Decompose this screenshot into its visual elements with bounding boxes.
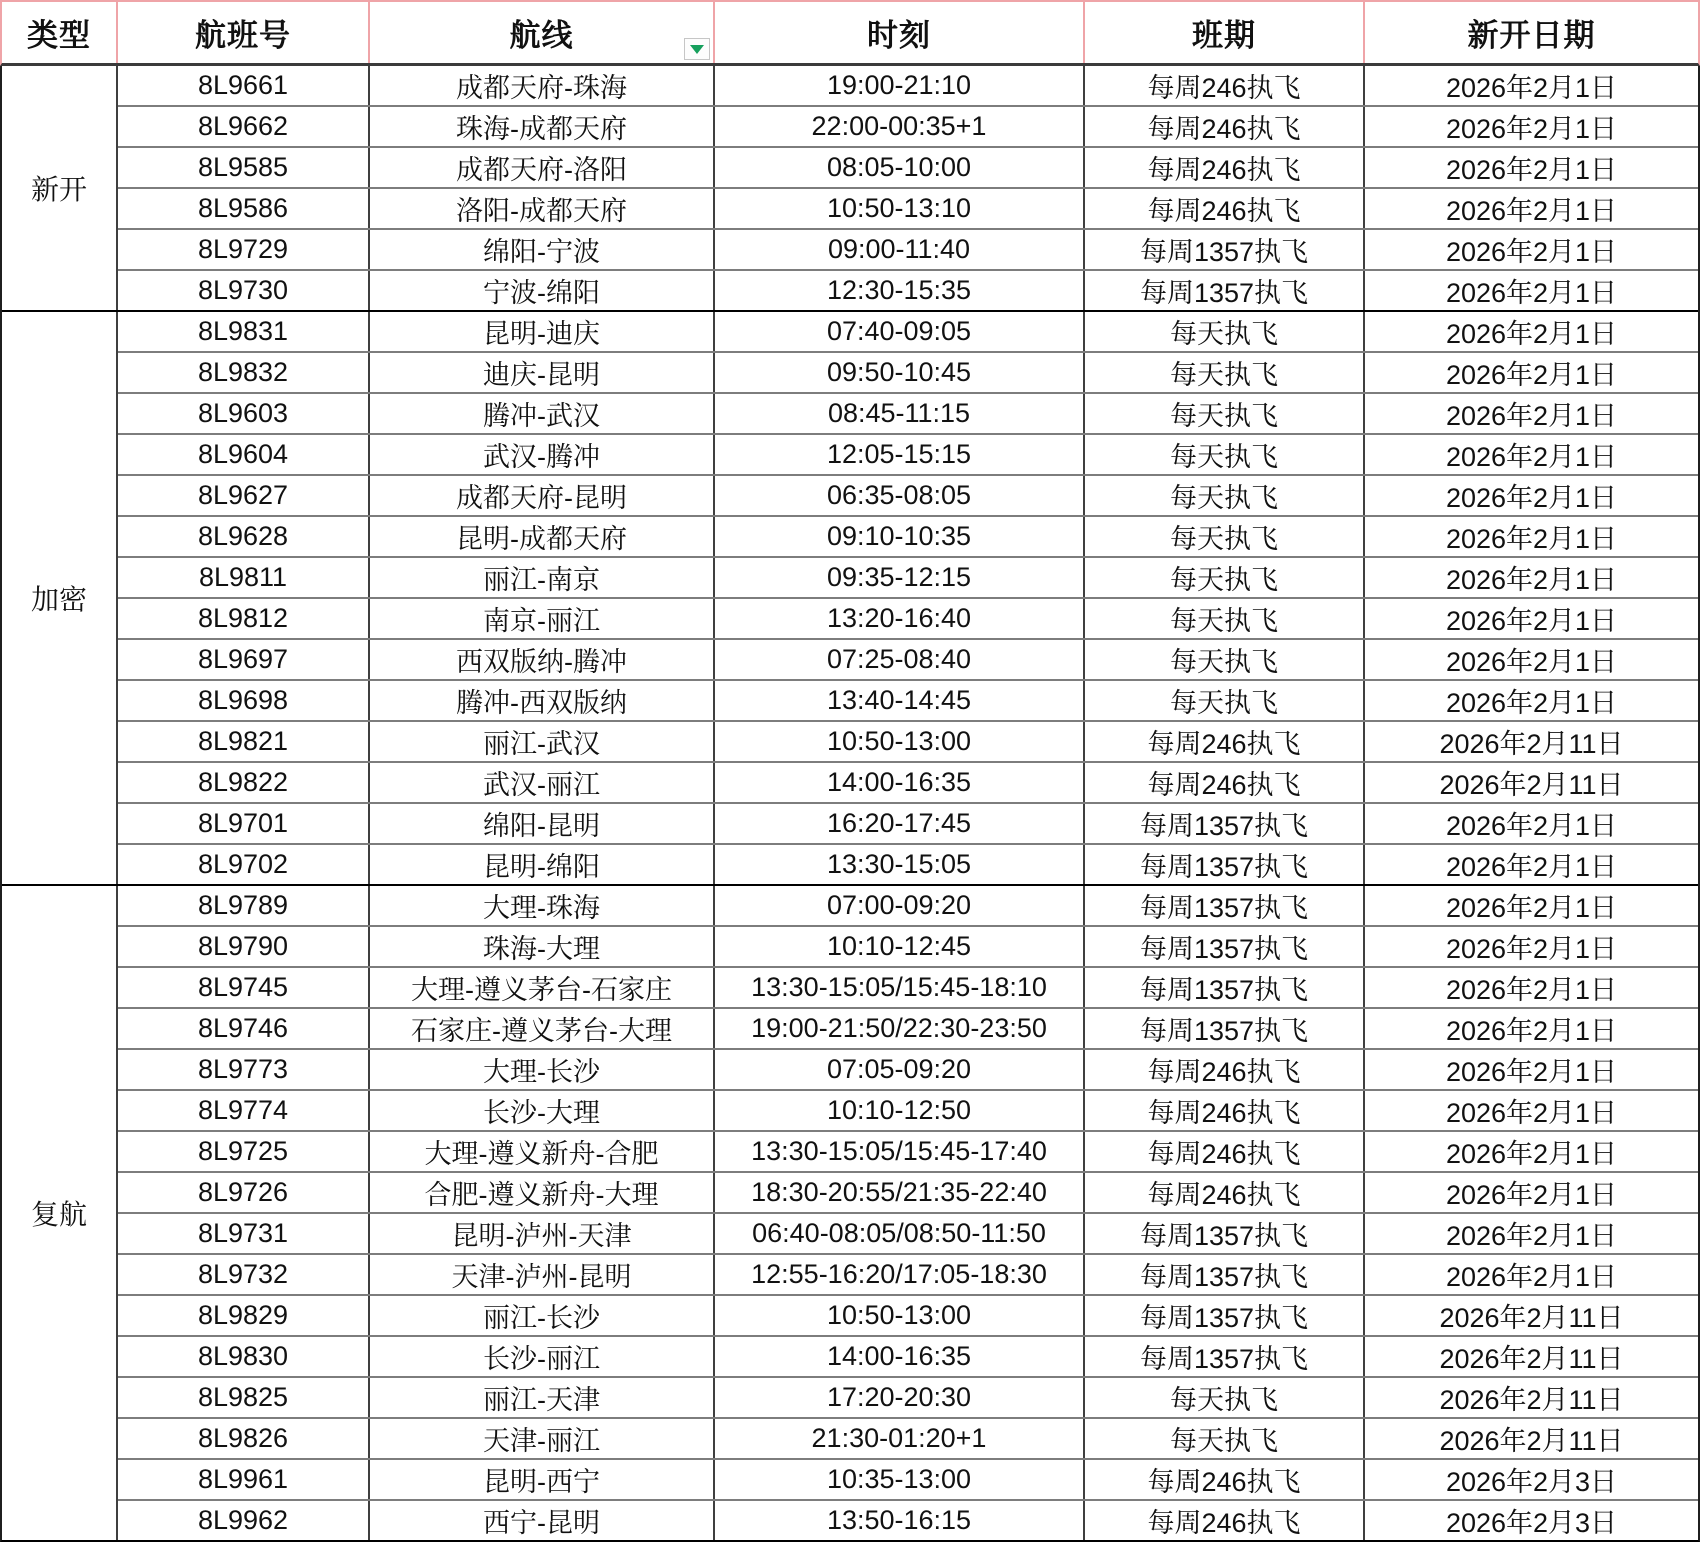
table-row [118,640,1698,681]
schedule-cell[interactable]: 每周246执飞 [1085,107,1365,146]
schedule-cell[interactable]: 每天执飞 [1085,312,1365,351]
table-row [118,1378,1698,1419]
schedule-cell[interactable]: 每周246执飞 [1085,1460,1365,1499]
group-rows [118,886,1698,1540]
schedule-cell[interactable]: 每周246执飞 [1085,763,1365,802]
schedule-cell[interactable]: 每周1357执飞 [1085,1296,1365,1335]
time-cell[interactable]: 12:05-15:15 [715,435,1085,474]
schedule-cell[interactable]: 每周1357执飞 [1085,271,1365,310]
table-row [118,517,1698,558]
new-date-cell[interactable]: 2026年2月11日 [1439,770,1624,800]
schedule-cell[interactable]: 每周1357执飞 [1085,230,1365,269]
time-cell[interactable]: 10:35-13:00 [715,1460,1085,1499]
flight-number-cell[interactable]: 8L9832 [118,353,370,392]
route-cell[interactable]: 长沙-丽江 [370,1337,715,1376]
header-cell-route[interactable] [370,2,715,63]
table-row [118,927,1698,968]
flight-number-cell[interactable]: 8L9811 [118,558,370,597]
route-cell[interactable]: 丽江-天津 [370,1378,715,1417]
route-cell[interactable]: 丽江-长沙 [370,1296,715,1335]
schedule-cell[interactable]: 每周1357执飞 [1085,886,1365,925]
new-date-cell[interactable]: 2026年2月1日 [1445,647,1618,677]
schedule-cell[interactable]: 每周246执飞 [1085,1501,1365,1540]
flight-number-cell[interactable]: 8L9698 [118,681,370,720]
new-date-cell[interactable]: 2026年2月1日 [1445,1180,1618,1210]
time-cell[interactable]: 09:50-10:45 [715,353,1085,392]
time-cell[interactable]: 09:00-11:40 [715,230,1085,269]
table-row [118,1132,1698,1173]
table-row [118,722,1698,763]
schedule-cell[interactable]: 每天执飞 [1085,353,1365,392]
flight-number-cell[interactable]: 8L9962 [118,1501,370,1540]
table-row [118,1009,1698,1050]
table-row [118,1337,1698,1378]
table-row [118,1214,1698,1255]
table-row [118,312,1698,353]
flight-number-cell[interactable]: 8L9725 [118,1132,370,1171]
table-row [118,886,1698,927]
table-row [118,66,1698,107]
flight-number-cell[interactable]: 8L9730 [118,271,370,310]
header-cell-time[interactable]: 时刻 [715,2,1085,63]
route-cell[interactable]: 绵阳-昆明 [370,804,715,843]
time-cell[interactable]: 18:30-20:55/21:35-22:40 [715,1173,1085,1212]
group-rows [118,66,1698,310]
new-date-cell[interactable]: 2026年2月1日 [1445,934,1618,964]
route-cell[interactable]: 南京-丽江 [370,599,715,638]
new-date-cell[interactable]: 2026年2月1日 [1445,360,1618,390]
new-date-cell[interactable]: 2026年2月1日 [1445,975,1618,1005]
route-cell[interactable]: 成都天府-洛阳 [370,148,715,187]
flight-number-cell[interactable]: 8L9628 [118,517,370,556]
route-cell[interactable]: 大理-遵义茅台-石家庄 [370,968,715,1007]
time-cell[interactable]: 07:00-09:20 [715,886,1085,925]
flight-number-cell[interactable]: 8L9830 [118,1337,370,1376]
type-group-cell[interactable]: 新开 [2,66,118,310]
route-cell[interactable]: 武汉-丽江 [370,763,715,802]
flight-number-cell[interactable]: 8L9831 [118,312,370,351]
flight-number-cell[interactable]: 8L9702 [118,845,370,884]
table-row [118,1296,1698,1337]
table-row [118,189,1698,230]
header-cell-schedule[interactable]: 班期 [1085,2,1365,63]
time-cell[interactable]: 07:40-09:05 [715,312,1085,351]
header-cell-new-date[interactable]: 新开日期 [1467,18,1596,53]
route-cell[interactable]: 珠海-大理 [370,927,715,966]
time-cell[interactable]: 10:50-13:00 [715,722,1085,761]
table-row [118,394,1698,435]
flight-number-cell[interactable]: 8L9790 [118,927,370,966]
schedule-cell[interactable]: 每天执飞 [1085,599,1365,638]
new-date-cell[interactable]: 2026年2月11日 [1439,1344,1624,1374]
table-row [118,435,1698,476]
table-header-row [0,0,1700,66]
route-cell[interactable]: 昆明-迪庆 [370,312,715,351]
route-cell[interactable]: 大理-遵义新舟-合肥 [370,1132,715,1171]
schedule-cell[interactable]: 每周246执飞 [1085,1173,1365,1212]
new-date-cell[interactable]: 2026年2月3日 [1445,1467,1618,1497]
time-cell[interactable]: 14:00-16:35 [715,1337,1085,1376]
flight-number-cell[interactable]: 8L9585 [118,148,370,187]
flight-number-cell[interactable]: 8L9789 [118,886,370,925]
flight-number-cell[interactable]: 8L9731 [118,1214,370,1253]
flight-number-cell[interactable]: 8L9729 [118,230,370,269]
flight-number-cell[interactable]: 8L9745 [118,968,370,1007]
new-date-cell[interactable]: 2026年2月1日 [1445,688,1618,718]
schedule-cell[interactable]: 每周246执飞 [1085,66,1365,105]
new-date-cell[interactable]: 2026年2月1日 [1445,155,1618,185]
table-row [118,968,1698,1009]
new-date-cell[interactable]: 2026年2月1日 [1445,237,1618,267]
new-date-cell[interactable]: 2026年2月1日 [1445,114,1618,144]
schedule-cell[interactable]: 每天执飞 [1085,394,1365,433]
schedule-cell[interactable]: 每天执飞 [1085,435,1365,474]
route-cell[interactable]: 腾冲-武汉 [370,394,715,433]
schedule-cell[interactable]: 每周1357执飞 [1085,1337,1365,1376]
new-date-cell[interactable]: 2026年2月3日 [1445,1508,1618,1538]
time-cell[interactable]: 12:55-16:20/17:05-18:30 [715,1255,1085,1294]
schedule-cell[interactable]: 每天执飞 [1085,476,1365,515]
flight-number-cell[interactable]: 8L9662 [118,107,370,146]
route-cell[interactable]: 西双版纳-腾冲 [370,640,715,679]
flight-number-cell[interactable]: 8L9812 [118,599,370,638]
route-cell[interactable]: 合肥-遵义新舟-大理 [370,1173,715,1212]
new-date-cell[interactable]: 2026年2月11日 [1439,1426,1624,1456]
time-cell[interactable]: 09:10-10:35 [715,517,1085,556]
time-cell[interactable]: 13:30-15:05 [715,845,1085,884]
time-cell[interactable]: 21:30-01:20+1 [715,1419,1085,1458]
time-cell[interactable]: 06:40-08:05/08:50-11:50 [715,1214,1085,1253]
new-date-cell[interactable]: 2026年2月11日 [1439,1303,1624,1333]
table-row [118,271,1698,310]
schedule-cell[interactable]: 每周1357执飞 [1085,927,1365,966]
route-cell[interactable]: 丽江-武汉 [370,722,715,761]
table-row [118,558,1698,599]
schedule-cell[interactable]: 每周1357执飞 [1085,1255,1365,1294]
new-date-cell[interactable]: 2026年2月1日 [1445,442,1618,472]
flight-number-cell[interactable]: 8L9701 [118,804,370,843]
flight-number-cell[interactable]: 8L9825 [118,1378,370,1417]
flight-number-cell[interactable]: 8L9961 [118,1460,370,1499]
new-date-cell[interactable]: 2026年2月1日 [1445,893,1618,923]
time-cell[interactable]: 09:35-12:15 [715,558,1085,597]
table-row [118,804,1698,845]
filter-arrow-icon [690,45,704,54]
time-cell[interactable]: 10:10-12:45 [715,927,1085,966]
flight-number-cell[interactable]: 8L9661 [118,66,370,105]
type-group-cell[interactable]: 加密 [2,312,118,884]
route-cell[interactable]: 昆明-西宁 [370,1460,715,1499]
flight-number-cell[interactable]: 8L9746 [118,1009,370,1048]
time-cell[interactable]: 06:35-08:05 [715,476,1085,515]
route-cell[interactable]: 腾冲-西双版纳 [370,681,715,720]
header-cell-type[interactable]: 类型 [2,2,118,63]
flight-number-cell[interactable]: 8L9603 [118,394,370,433]
route-cell[interactable]: 绵阳-宁波 [370,230,715,269]
flight-number-cell[interactable]: 8L9627 [118,476,370,515]
time-cell[interactable]: 10:50-13:00 [715,1296,1085,1335]
time-cell[interactable]: 22:00-00:35+1 [715,107,1085,146]
route-cell[interactable]: 迪庆-昆明 [370,353,715,392]
time-cell[interactable]: 13:30-15:05/15:45-17:40 [715,1132,1085,1171]
flight-number-cell[interactable]: 8L9829 [118,1296,370,1335]
table-row [118,148,1698,189]
route-cell[interactable]: 珠海-成都天府 [370,107,715,146]
new-date-cell[interactable]: 2026年2月1日 [1445,811,1618,841]
time-cell[interactable]: 14:00-16:35 [715,763,1085,802]
new-date-cell[interactable]: 2026年2月1日 [1445,606,1618,636]
flight-number-cell[interactable]: 8L9726 [118,1173,370,1212]
table-row [118,353,1698,394]
schedule-cell[interactable]: 每天执飞 [1085,681,1365,720]
time-cell[interactable]: 13:40-14:45 [715,681,1085,720]
table-body [0,66,1700,1542]
route-cell[interactable]: 昆明-成都天府 [370,517,715,556]
time-cell[interactable]: 13:50-16:15 [715,1501,1085,1540]
schedule-cell[interactable]: 每天执飞 [1085,640,1365,679]
schedule-cell[interactable]: 每周246执飞 [1085,722,1365,761]
schedule-cell[interactable]: 每周1357执飞 [1085,1009,1365,1048]
new-date-cell[interactable]: 2026年2月1日 [1445,1262,1618,1292]
schedule-cell[interactable]: 每周246执飞 [1085,148,1365,187]
table-row [118,230,1698,271]
new-date-cell[interactable]: 2026年2月1日 [1445,401,1618,431]
schedule-cell[interactable]: 每天执飞 [1085,558,1365,597]
new-date-cell[interactable]: 2026年2月1日 [1445,565,1618,595]
route-cell[interactable]: 成都天府-珠海 [370,66,715,105]
schedule-cell[interactable]: 每天执飞 [1085,517,1365,556]
route-cell[interactable]: 丽江-南京 [370,558,715,597]
schedule-cell[interactable]: 每周1357执飞 [1085,1214,1365,1253]
time-cell[interactable]: 08:45-11:15 [715,394,1085,433]
route-cell[interactable]: 宁波-绵阳 [370,271,715,310]
table-row [118,763,1698,804]
route-cell[interactable]: 洛阳-成都天府 [370,189,715,228]
time-cell[interactable]: 13:30-15:05/15:45-18:10 [715,968,1085,1007]
time-cell[interactable]: 13:20-16:40 [715,599,1085,638]
table-row [118,107,1698,148]
table-row [118,1501,1698,1540]
schedule-cell[interactable]: 每周1357执飞 [1085,804,1365,843]
table-row [118,1419,1698,1460]
row-group-1 [2,66,1698,312]
flight-number-cell[interactable]: 8L9697 [118,640,370,679]
new-date-cell[interactable]: 2026年2月1日 [1445,1016,1618,1046]
route-cell[interactable]: 长沙-大理 [370,1091,715,1130]
route-cell[interactable]: 成都天府-昆明 [370,476,715,515]
flight-number-cell[interactable]: 8L9604 [118,435,370,474]
table-row [118,845,1698,884]
row-group-3 [2,886,1698,1540]
schedule-cell[interactable]: 每周246执飞 [1085,1091,1365,1130]
new-date-cell[interactable]: 2026年2月1日 [1445,524,1618,554]
time-cell[interactable]: 19:00-21:10 [715,66,1085,105]
schedule-cell[interactable]: 每周1357执飞 [1085,845,1365,884]
flight-number-cell[interactable]: 8L9774 [118,1091,370,1130]
table-row [118,476,1698,517]
table-row [118,1255,1698,1296]
flight-number-cell[interactable]: 8L9773 [118,1050,370,1089]
new-date-cell[interactable]: 2026年2月1日 [1445,483,1618,513]
row-group-2 [2,312,1698,886]
group-rows [118,312,1698,884]
header-cell-flight-number[interactable]: 航班号 [118,2,370,63]
new-date-cell[interactable]: 2026年2月1日 [1445,1098,1618,1128]
new-date-cell[interactable]: 2026年2月11日 [1439,729,1624,759]
route-cell[interactable]: 西宁-昆明 [370,1501,715,1540]
schedule-cell[interactable]: 每周1357执飞 [1085,968,1365,1007]
type-group-cell[interactable]: 复航 [2,886,118,1540]
route-cell[interactable]: 天津-丽江 [370,1419,715,1458]
new-date-cell[interactable]: 2026年2月1日 [1445,319,1618,349]
schedule-cell[interactable]: 每天执飞 [1085,1419,1365,1458]
table-row [118,599,1698,640]
route-cell[interactable]: 武汉-腾冲 [370,435,715,474]
new-date-cell[interactable]: 2026年2月1日 [1445,73,1618,103]
schedule-cell[interactable]: 每周246执飞 [1085,1132,1365,1171]
table-row [118,1091,1698,1132]
flight-number-cell[interactable]: 8L9826 [118,1419,370,1458]
new-date-cell[interactable]: 2026年2月1日 [1445,852,1618,882]
filter-dropdown-button[interactable] [684,38,710,60]
table-row [118,681,1698,722]
route-cell[interactable]: 昆明-绵阳 [370,845,715,884]
schedule-cell[interactable]: 每周246执飞 [1085,1050,1365,1089]
route-cell[interactable]: 昆明-泸州-天津 [370,1214,715,1253]
time-cell[interactable]: 19:00-21:50/22:30-23:50 [715,1009,1085,1048]
flight-number-cell[interactable]: 8L9732 [118,1255,370,1294]
flight-number-cell[interactable]: 8L9821 [118,722,370,761]
schedule-cell[interactable]: 每天执飞 [1085,1378,1365,1417]
new-date-cell[interactable]: 2026年2月1日 [1445,1139,1618,1169]
time-cell[interactable]: 12:30-15:35 [715,271,1085,310]
header-route-label: 航线 [509,18,574,53]
table-row [118,1460,1698,1501]
time-cell[interactable]: 08:05-10:00 [715,148,1085,187]
route-cell[interactable]: 石家庄-遵义茅台-大理 [370,1009,715,1048]
route-cell[interactable]: 大理-长沙 [370,1050,715,1089]
schedule-cell[interactable]: 每周246执飞 [1085,189,1365,228]
table-row [118,1050,1698,1091]
time-cell[interactable]: 07:25-08:40 [715,640,1085,679]
new-date-cell[interactable]: 2026年2月1日 [1445,196,1618,226]
new-date-cell[interactable]: 2026年2月1日 [1445,1221,1618,1251]
new-date-cell[interactable]: 2026年2月1日 [1445,278,1618,308]
new-date-cell[interactable]: 2026年2月11日 [1439,1385,1624,1415]
table-row [118,1173,1698,1214]
flight-number-cell[interactable]: 8L9822 [118,763,370,802]
time-cell[interactable]: 07:05-09:20 [715,1050,1085,1089]
time-cell[interactable]: 16:20-17:45 [715,804,1085,843]
time-cell[interactable]: 10:10-12:50 [715,1091,1085,1130]
time-cell[interactable]: 17:20-20:30 [715,1378,1085,1417]
flight-number-cell[interactable]: 8L9586 [118,189,370,228]
route-cell[interactable]: 天津-泸州-昆明 [370,1255,715,1294]
time-cell[interactable]: 10:50-13:10 [715,189,1085,228]
route-cell[interactable]: 大理-珠海 [370,886,715,925]
new-date-cell[interactable]: 2026年2月1日 [1445,1057,1618,1087]
